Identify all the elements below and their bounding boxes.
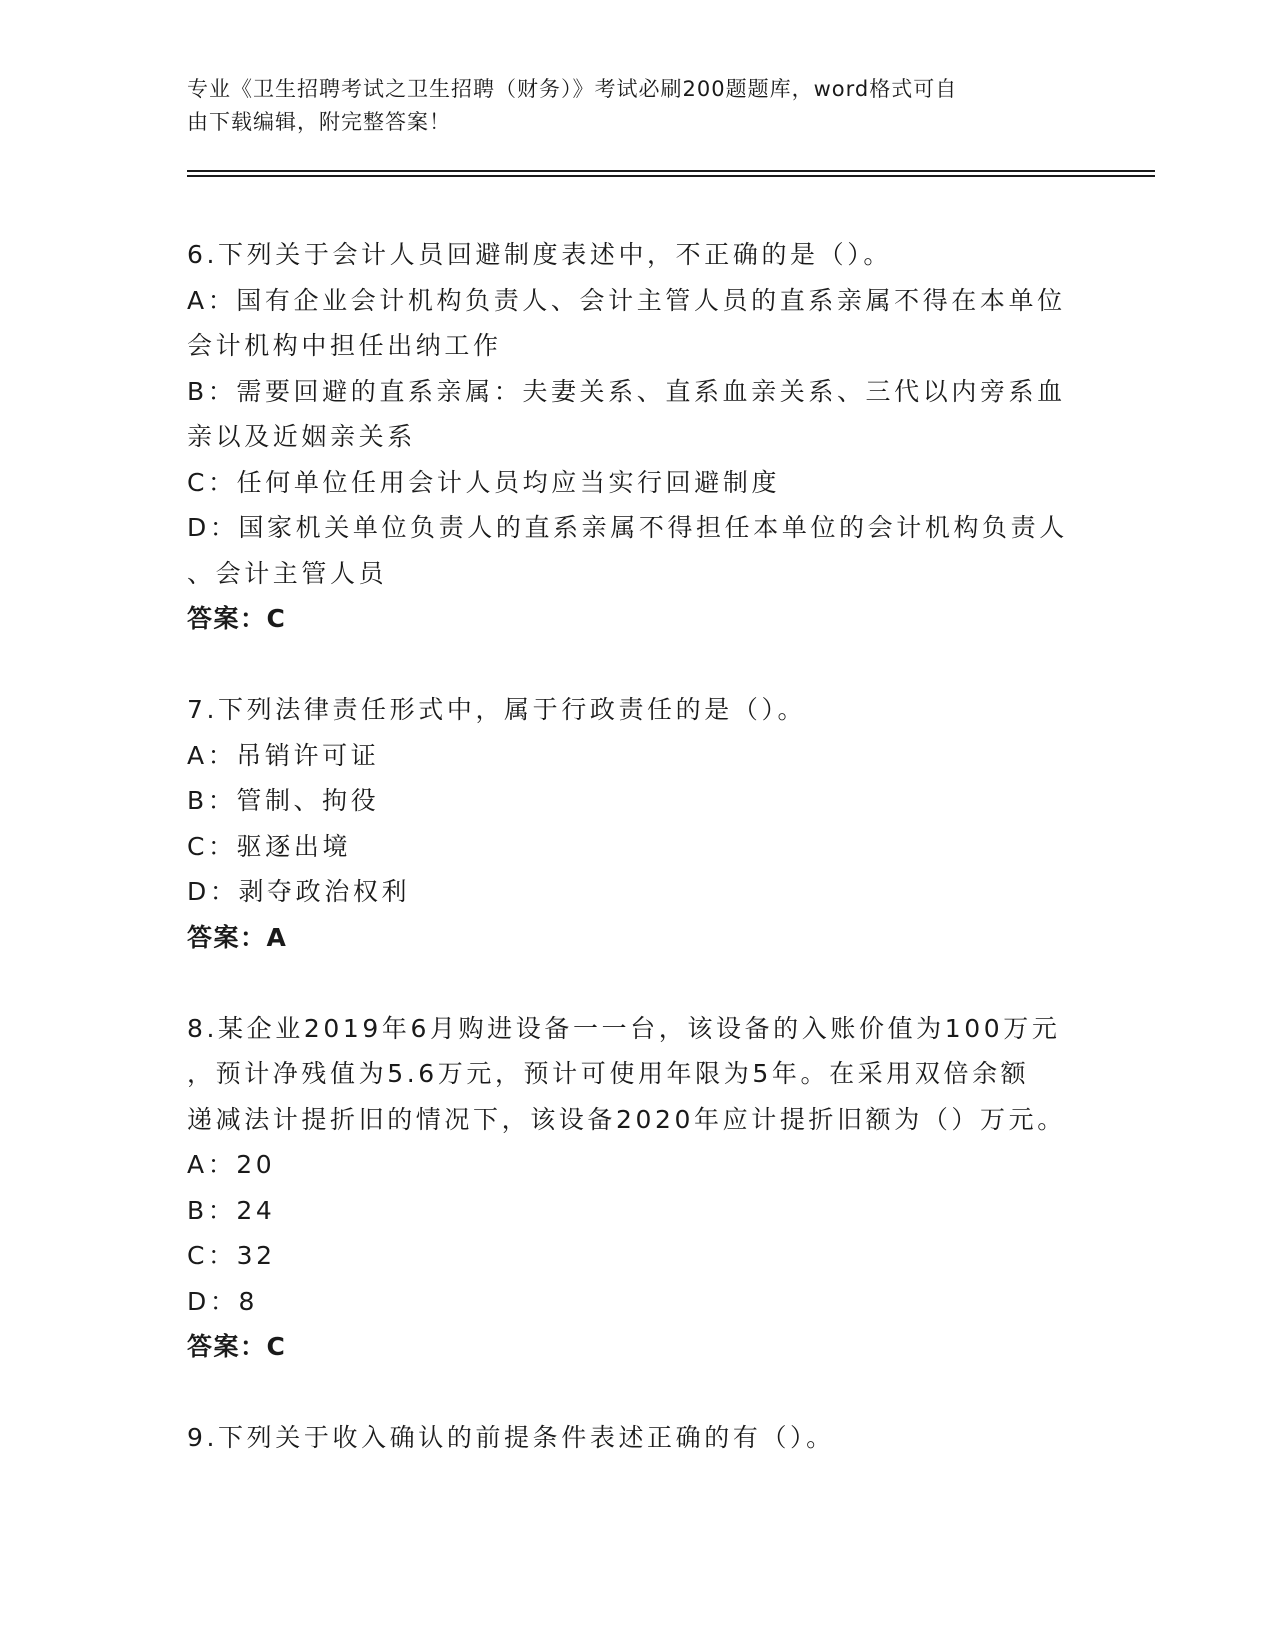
question-stem-line: 6.下列关于会计人员回避制度表述中，不正确的是（）。 xyxy=(187,240,892,269)
option-line: 会计机构中担任出纳工作 xyxy=(187,331,502,360)
header-line-1: 专业《卫生招聘考试之卫生招聘（财务）》考试必刷200题题库，word格式可自 xyxy=(187,77,958,101)
question-block xyxy=(187,232,1087,687)
option-line: C：任何单位任用会计人员均应当实行回避制度 xyxy=(187,467,781,497)
option-line: 、会计主管人员 xyxy=(187,558,388,588)
option-line: A：吊销许可证 xyxy=(187,740,380,770)
option-line: D：国家机关单位负责人的直系亲属不得担任本单位的会计机构负责人 xyxy=(187,513,1068,542)
question-stem-line: ，预计净残值为5.6万元，预计可使用年限为5年。在采用双倍余额 xyxy=(187,1059,1030,1088)
question-stem-line: 8.某企业2019年6月购进设备一一台，该设备的入账价值为100万元 xyxy=(187,1013,1061,1043)
option-line: 亲以及近姻亲关系 xyxy=(187,422,416,451)
question-spacer xyxy=(187,642,1087,688)
question-spacer xyxy=(187,960,1087,1006)
question-stem-line: 7.下列法律责任形式中，属于行政责任的是（）。 xyxy=(187,695,807,724)
option-line: B：24 xyxy=(187,1195,276,1225)
question-block xyxy=(187,1415,1087,1461)
question-spacer xyxy=(187,1370,1087,1416)
answer-line: 答案：C xyxy=(187,1332,287,1361)
header-line-2: 由下载编辑，附完整答案！ xyxy=(187,110,451,134)
option-line: B：管制、拘役 xyxy=(187,786,380,815)
option-line: A：20 xyxy=(187,1150,276,1179)
header-rule-top xyxy=(187,170,1155,172)
answer-line: 答案：C xyxy=(187,604,287,633)
option-line: B：需要回避的直系亲属：夫妻关系、直系血亲关系、三代以内旁系血 xyxy=(187,376,1066,406)
option-line: A：国有企业会计机构负责人、会计主管人员的直系亲属不得在本单位 xyxy=(187,285,1066,315)
question-block xyxy=(187,1006,1087,1416)
answer-line: 答案：A xyxy=(187,922,288,952)
option-line: D：剥夺政治权利 xyxy=(187,877,411,906)
header-rule-bottom xyxy=(187,175,1155,177)
option-line: C：驱逐出境 xyxy=(187,831,352,861)
option-line: D：8 xyxy=(187,1286,258,1316)
question-stem-line: 递减法计提折旧的情况下，该设备2020年应计提折旧额为（）万元。 xyxy=(187,1104,1066,1134)
option-line: C：32 xyxy=(187,1241,276,1270)
document-header xyxy=(187,73,1087,139)
question-list xyxy=(187,232,1087,1461)
question-stem-line: 9.下列关于收入确认的前提条件表述正确的有（）。 xyxy=(187,1423,835,1452)
question-block xyxy=(187,687,1087,1006)
